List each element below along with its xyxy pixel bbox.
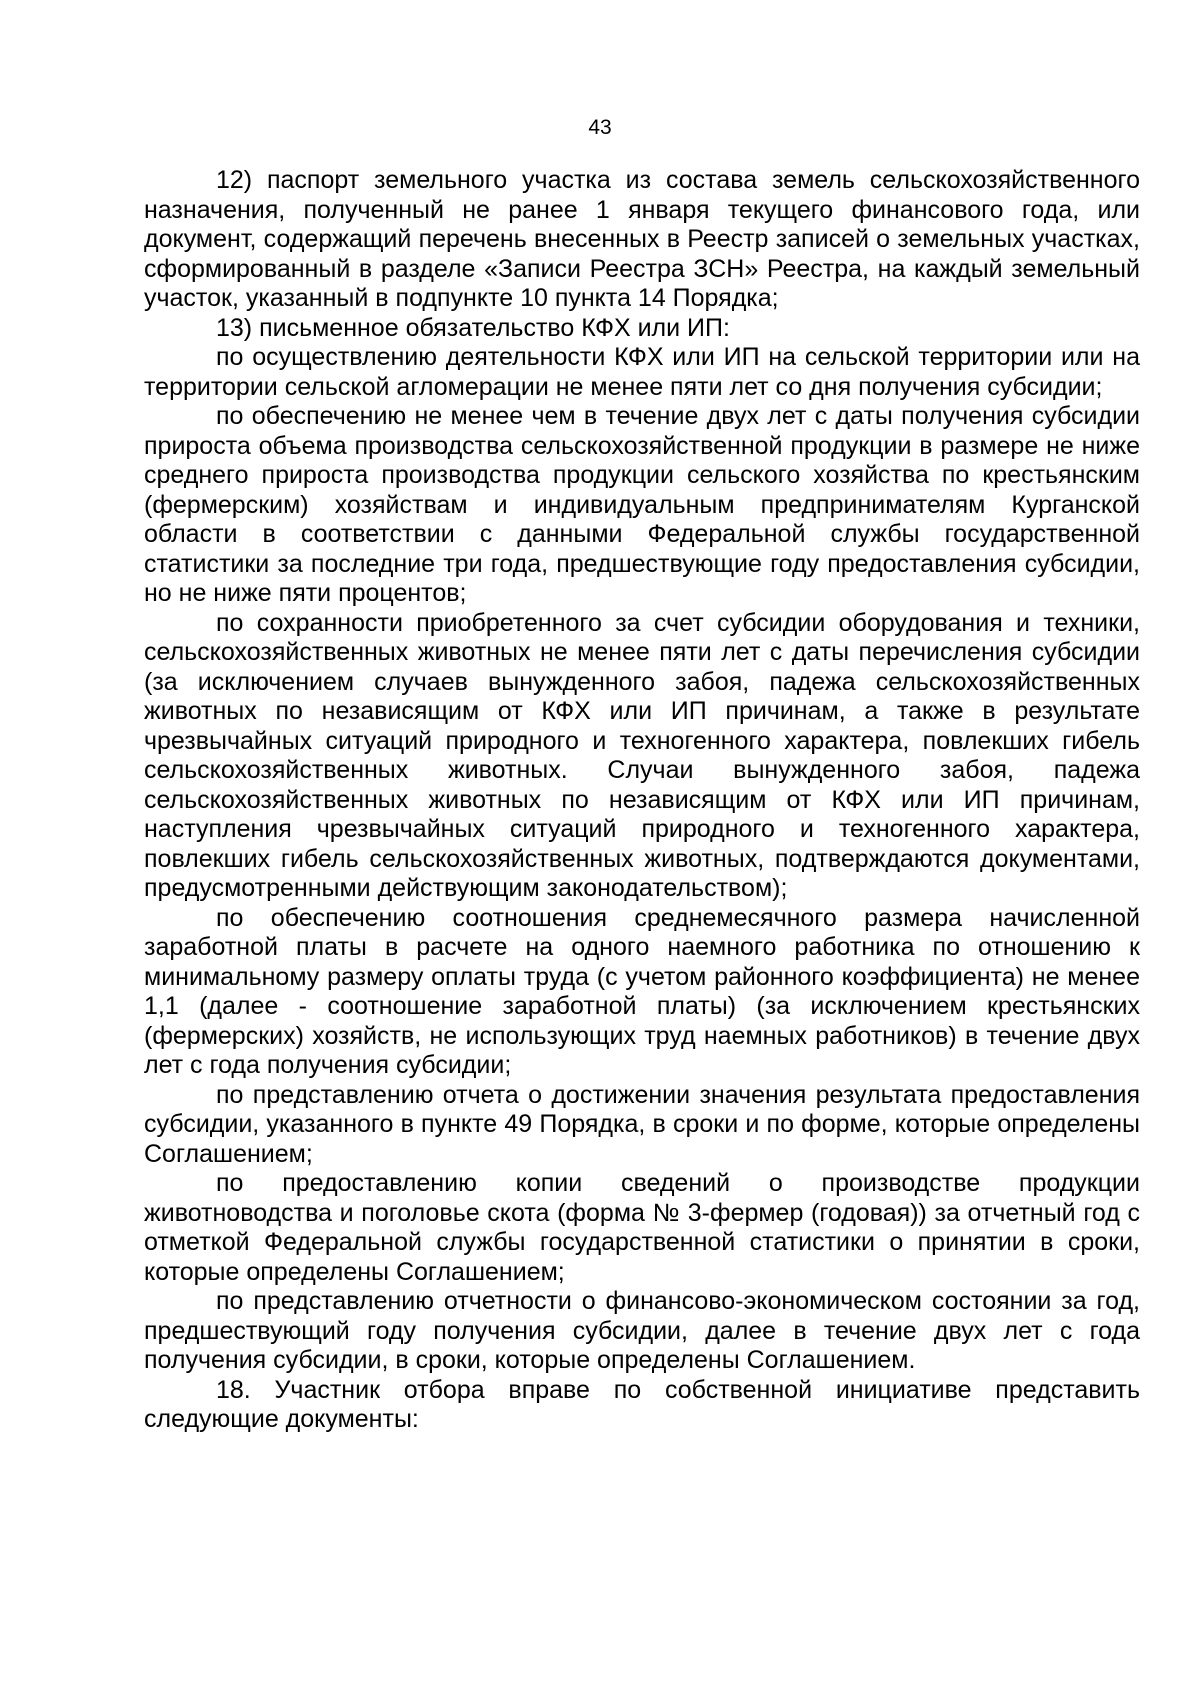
- paragraph-obligation-production-growth: по обеспечению не менее чем в течение двух лет с даты получения субсидии прироста объема производства сельскохозяйственной продукции в размере не ниже среднего прироста производства продукции сельского хозяйства по крестьянским (фермерским) хозяйствам и индивидуальным предпринимателям Курганской области в соответствии с данными Федеральной службы государственной статистики за последние три года, предшествующие году предоставления субсидии, но не ниже пяти процентов;: [144, 402, 1140, 607]
- paragraph-obligation-financial-reporting: по представлению отчетности о финансово-экономическом состоянии за год, предшествующий году получения субсидии, далее в течение двух лет с года получения субсидии, в сроки, которые определены Соглашением.: [144, 1287, 1140, 1374]
- paragraph-item-18-optional-documents: 18. Участник отбора вправе по собственной инициативе представить следующие документы:: [144, 1375, 1140, 1433]
- paragraph-item-12-land-passport: 12) паспорт земельного участка из состава земель сельскохозяйственного назначения, полученный не ранее 1 января текущего финансового года, или документ, содержащий перечень внесенных в Реестр записей о земельных участках, сформированный в разделе «Записи Реестра ЗСН» Реестра, на каждый земельный участок, указанный в подпункте 10 пункта 14 Порядка;: [144, 166, 1140, 312]
- paragraph-obligation-rural-activity: по осуществлению деятельности КФХ или ИП на сельской территории или на территории сельской агломерации не менее пяти лет со дня получения субсидии;: [144, 343, 1140, 401]
- paragraph-obligation-asset-preservation: по сохранности приобретенного за счет субсидии оборудования и техники, сельскохозяйственных животных не менее пяти лет с даты перечисления субсидии (за исключением случаев вынужденного забоя, падежа сельскохозяйственных животных по независящим от КФХ или ИП причинам, а также в результате чрезвычайных ситуаций природного и техногенного характера, повлекших гибель сельскохозяйственных животных. Случаи вынужденного забоя, падежа сельскохозяйственных животных по независящим от КФХ или ИП причинам, наступления чрезвычайных ситуаций природного и техногенного характера, повлекших гибель сельскохозяйственных животных, подтверждаются документами, предусмотренными действующим законодательством);: [144, 608, 1140, 902]
- paragraph-obligation-result-report: по представлению отчета о достижении значения результата предоставления субсидии, указанного в пункте 49 Порядка, в сроки и по форме, которые определены Соглашением;: [144, 1080, 1140, 1168]
- document-body: [144, 166, 1140, 1435]
- paragraph-obligation-wage-ratio: по обеспечению соотношения среднемесячного размера начисленной заработной платы в расчете на одного наемного работника по отношению к минимальному размеру оплаты труда (с учетом районного коэффициента) не менее 1,1 (далее - соотношение заработной платы) (за исключением крестьянских (фермерских) хозяйств, не использующих труд наемных работников) в течение двух лет с года получения субсидии;: [144, 903, 1140, 1079]
- paragraph-item-13-written-obligation: 13) письменное обязательство КФХ или ИП:: [216, 313, 730, 342]
- page-number: 43: [588, 116, 612, 139]
- paragraph-obligation-livestock-form: по предоставлению копии сведений о производстве продукции животноводства и поголовье скота (форма № 3-фермер (годовая)) за отчетный год с отметкой Федеральной службы государственной статистики о принятии в сроки, которые определены Соглашением;: [144, 1169, 1140, 1286]
